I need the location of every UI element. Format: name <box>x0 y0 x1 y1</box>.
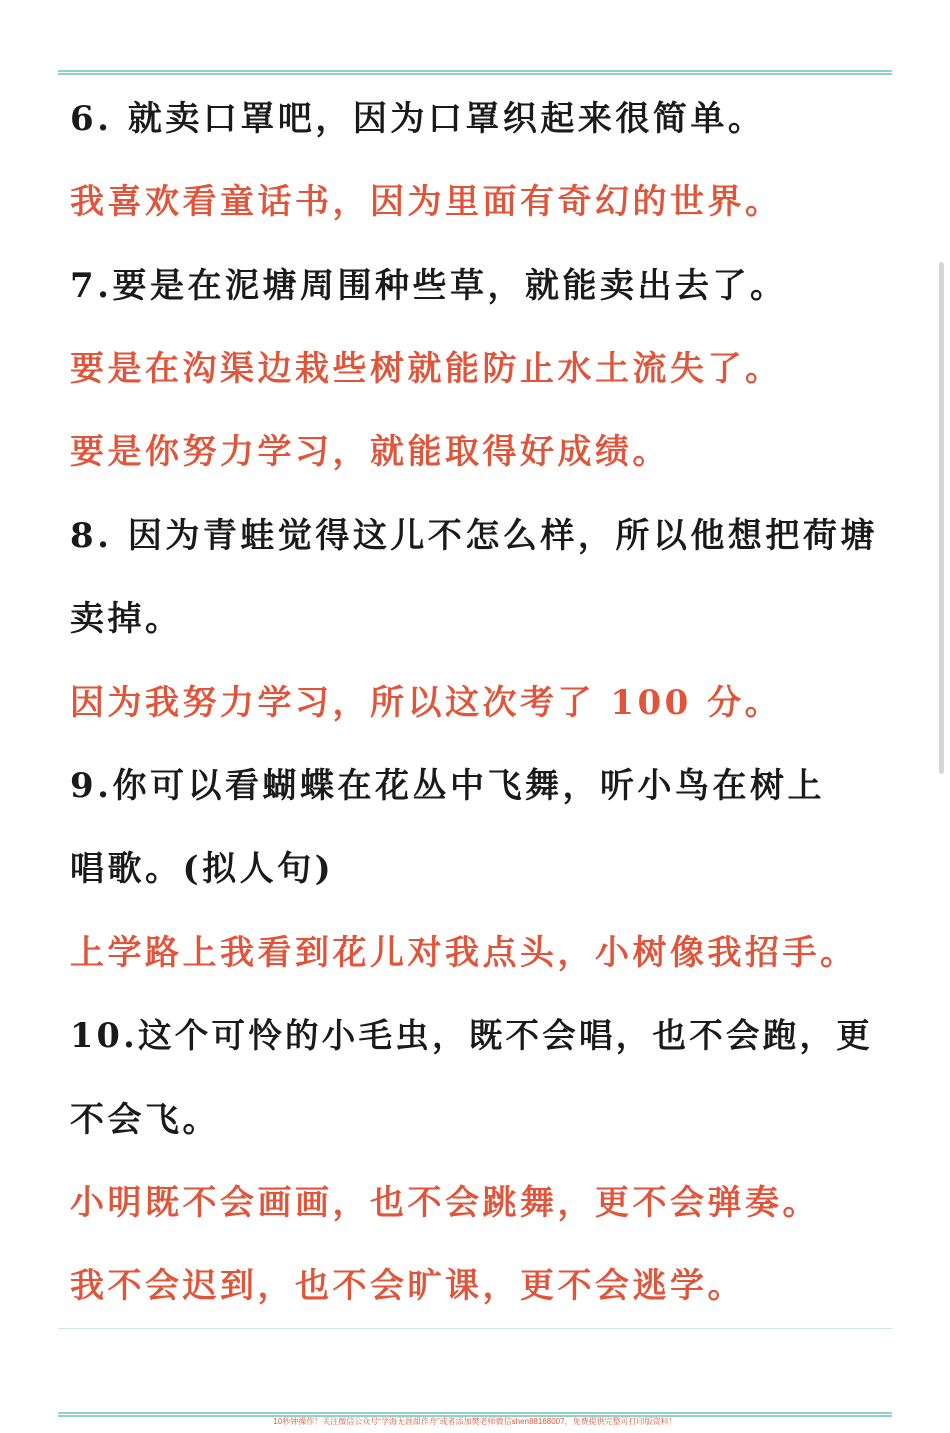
answer-7a-line: 要是在沟渠边栽些树就能防止水土流失了。 <box>70 349 783 389</box>
question-7-line: 7.要是在泥塘周围种些草，就能卖出去了。 <box>70 266 788 306</box>
answer-8-line: 因为我努力学习，所以这次考了 100 分。 <box>70 683 783 723</box>
answer-10a-line: 小明既不会画画，也不会跳舞，更不会弹奏。 <box>70 1183 820 1223</box>
question-10-line-cont: 不会飞。 <box>70 1100 220 1140</box>
question-9-line: 9.你可以看蝴蝶在花丛中飞舞，听小鸟在树上 <box>70 766 825 806</box>
answer-10b-line: 我不会迟到，也不会旷课，更不会逃学。 <box>70 1266 745 1306</box>
top-divider <box>58 70 892 75</box>
question-6-line: 6. 就卖口罩吧，因为口罩织起来很简单。 <box>70 99 766 139</box>
question-8-line-cont: 卖掉。 <box>70 599 183 639</box>
answer-9-line: 上学路上我看到花儿对我点头，小树像我招手。 <box>70 933 858 973</box>
answer-7b-line: 要是你努力学习，就能取得好成绩。 <box>70 432 670 472</box>
answer-6-line: 我喜欢看童话书，因为里面有奇幻的世界。 <box>70 182 783 222</box>
scrollbar[interactable] <box>939 262 944 774</box>
footer-note: 10秒钟操作！关注微信公众号“学海无涯甜作舟”或者添加樊老师微信shen88168007，免费提供完整可打印版资料！ <box>273 1417 677 1426</box>
content-end-divider <box>58 1328 892 1329</box>
question-10-line: 10.这个可怜的小毛虫，既不会唱，也不会跑，更 <box>70 1016 874 1055</box>
question-9-line-cont: 唱歌。(拟人句) <box>70 849 335 889</box>
question-8-line: 8. 因为青蛙觉得这儿不怎么样，所以他想把荷塘 <box>70 516 878 556</box>
